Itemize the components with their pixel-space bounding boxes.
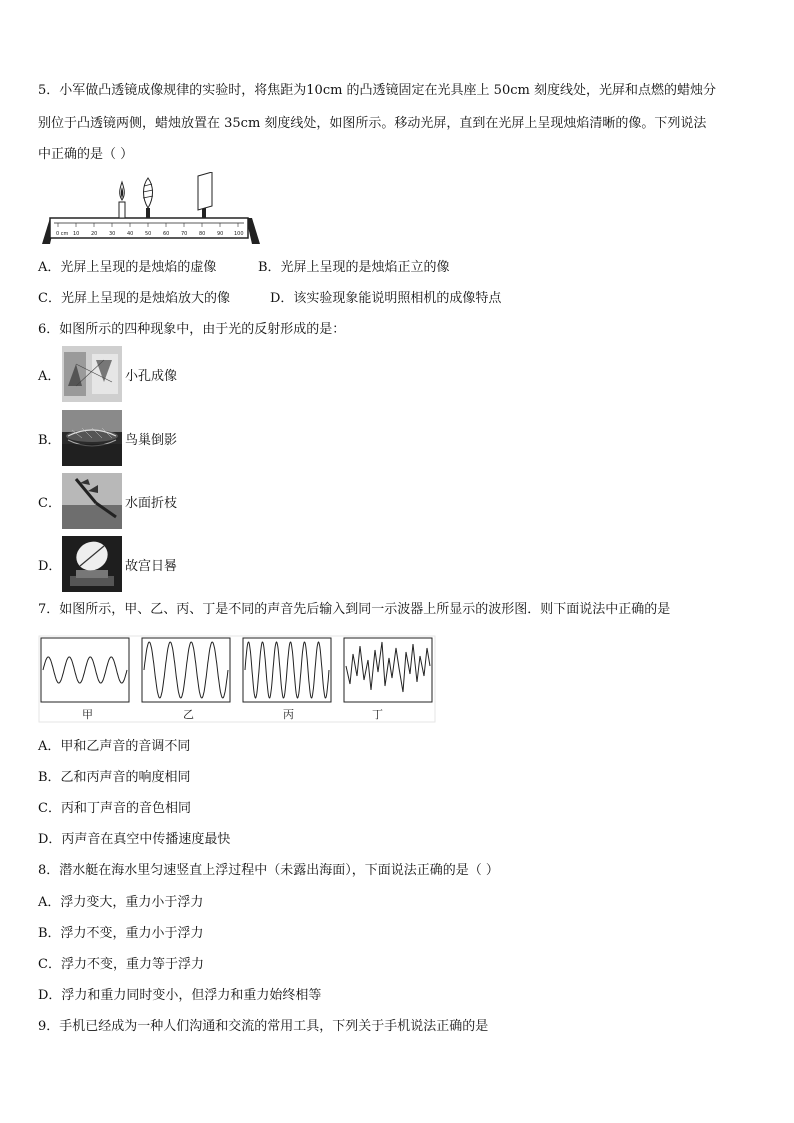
q5-option-d[interactable]: D．该实验现象能说明照相机的成像特点 bbox=[270, 291, 502, 306]
q8-option-b[interactable]: B．浮力不变，重力小于浮力 bbox=[38, 926, 204, 941]
q6-option-letter: D． bbox=[38, 558, 62, 574]
waveform-yi bbox=[142, 638, 230, 702]
q6-caption-a: 小孔成像 bbox=[125, 368, 178, 384]
bench-label: 30 bbox=[109, 231, 116, 237]
q5-stem-line3: 中正确的是（ ） bbox=[38, 147, 134, 162]
bench-label: 60 bbox=[163, 231, 170, 237]
q6-option-letter: B． bbox=[38, 432, 61, 448]
q7-stem: 7．如图所示，甲、乙、丙、丁是不同的声音先后输入到同一示波器上所显示的波形图．则下面说法中正确的是 bbox=[38, 602, 671, 617]
bench-label: 100 bbox=[234, 231, 244, 237]
convex-lens-icon bbox=[143, 178, 153, 218]
bent-branch-water-photo bbox=[62, 473, 122, 529]
wave-label: 甲 bbox=[82, 708, 93, 721]
q6-option-c[interactable] bbox=[38, 473, 177, 529]
bench-label: 70 bbox=[181, 231, 188, 237]
wave-label: 丙 bbox=[283, 708, 294, 721]
wave-label: 乙 bbox=[183, 708, 194, 721]
q8-option-a[interactable]: A．浮力变大，重力小于浮力 bbox=[38, 895, 204, 910]
q8-option-c[interactable]: C．浮力不变，重力等于浮力 bbox=[38, 957, 204, 972]
oscilloscope-waveforms-figure bbox=[38, 632, 438, 724]
optical-bench-figure bbox=[40, 172, 262, 248]
bench-label: 0 cm bbox=[56, 231, 69, 237]
q7-option-c[interactable]: C．丙和丁声音的音色相同 bbox=[38, 801, 191, 816]
q6-caption-b: 鸟巢倒影 bbox=[125, 432, 178, 448]
bench-label: 10 bbox=[73, 231, 80, 237]
waveform-ding bbox=[344, 638, 432, 702]
q5-option-a[interactable]: A．光屏上呈现的是烛焰的虚像 bbox=[38, 260, 217, 275]
bench-label: 90 bbox=[217, 231, 224, 237]
q8-option-d[interactable]: D．浮力和重力同时变小，但浮力和重力始终相等 bbox=[38, 988, 322, 1003]
q8-stem: 8．潜水艇在海水里匀速竖直上浮过程中（未露出海面），下面说法正确的是（ ） bbox=[38, 863, 499, 878]
q6-caption-c: 水面折枝 bbox=[125, 495, 178, 511]
q6-option-a[interactable] bbox=[38, 346, 177, 402]
wave-label: 丁 bbox=[372, 708, 383, 721]
candle-icon bbox=[119, 182, 125, 218]
q5-stem-line1: 5．小军做凸透镜成像规律的实验时，将焦距为10cm 的凸透镜固定在光具座上 50cm 刻度线处，光屏和点燃的蜡烛分 bbox=[38, 83, 716, 98]
q5-option-c[interactable]: C．光屏上呈现的是烛焰放大的像 bbox=[38, 291, 230, 306]
q5-stem-line2: 别位于凸透镜两侧，蜡烛放置在 35cm 刻度线处，如图所示。移动光屏，直到在光屏上呈现烛焰清晰的像。下列说法 bbox=[38, 116, 707, 131]
q5-option-b[interactable]: B．光屏上呈现的是烛焰正立的像 bbox=[258, 260, 450, 275]
bench-label: 50 bbox=[145, 231, 152, 237]
q6-option-b[interactable] bbox=[38, 410, 177, 466]
waveform-jia bbox=[41, 638, 129, 702]
q5-options-row2 bbox=[38, 290, 501, 308]
q7-option-a[interactable]: A．甲和乙声音的音调不同 bbox=[38, 739, 191, 754]
pinhole-image-photo bbox=[62, 346, 122, 402]
q6-option-d[interactable] bbox=[38, 536, 177, 592]
q6-stem: 6．如图所示的四种现象中，由于光的反射形成的是： bbox=[38, 322, 346, 337]
q7-option-b[interactable]: B．乙和丙声音的响度相同 bbox=[38, 770, 191, 785]
birds-nest-reflection-photo bbox=[62, 410, 122, 466]
q7-option-d[interactable]: D．丙声音在真空中传播速度最快 bbox=[38, 832, 231, 847]
light-screen-icon bbox=[198, 172, 212, 218]
waveform-bing bbox=[243, 638, 331, 702]
bench-label: 80 bbox=[199, 231, 206, 237]
sundial-photo bbox=[62, 536, 122, 592]
q6-option-letter: A． bbox=[38, 368, 61, 384]
bench-label: 40 bbox=[127, 231, 134, 237]
q9-stem: 9．手机已经成为一种人们沟通和交流的常用工具，下列关于手机说法正确的是 bbox=[38, 1019, 489, 1034]
q6-option-letter: C． bbox=[38, 495, 61, 511]
q5-options-row1 bbox=[38, 259, 450, 277]
q6-caption-d: 故宫日晷 bbox=[125, 558, 178, 574]
bench-label: 20 bbox=[91, 231, 98, 237]
